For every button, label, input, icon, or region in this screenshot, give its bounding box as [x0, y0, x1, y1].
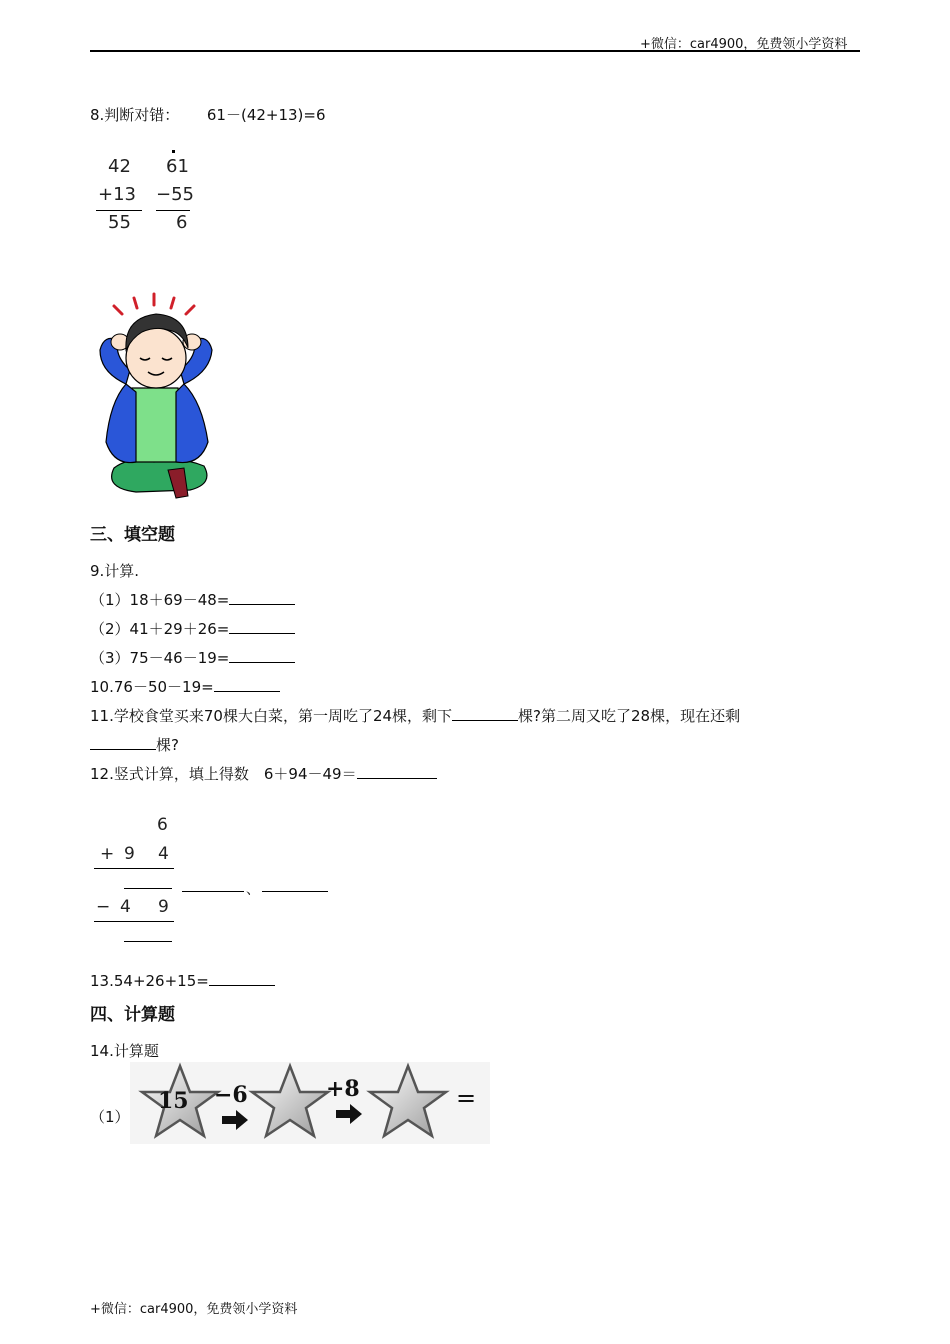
q13-text: 13.54+26+15= [90, 972, 209, 990]
q12-line [90, 763, 437, 784]
q8-v-rule-left [96, 210, 142, 211]
q9-item-1-answer-blank[interactable] [229, 590, 295, 605]
header-rule [90, 50, 860, 52]
q12-v-m4: 4 [120, 897, 131, 917]
q11-line-1 [90, 705, 740, 726]
q12-v-4: 4 [158, 844, 169, 864]
q12-v-9: 9 [124, 844, 135, 864]
q12-separator: 、 [246, 882, 260, 898]
page-footer-text: +微信：car4900，免费领小学资料 [90, 1302, 298, 1317]
q8-vertical-calc [100, 156, 200, 236]
q13-answer-blank[interactable] [209, 971, 275, 986]
q9-item-2-text: （2）41＋29＋26= [90, 620, 230, 638]
q11-text-1: 11.学校食堂买来70棵大白菜，第一周吃了24棵，剩下 [90, 707, 453, 725]
q11-text-3: 棵? [156, 736, 179, 754]
q12-v-minus: − [96, 897, 111, 917]
q8-expression: 61－(42+13)=6 [206, 106, 326, 124]
q12-v-plus: + [100, 844, 115, 864]
q12-v-6: 6 [157, 815, 168, 835]
q13-line [90, 971, 275, 990]
q9-item-1-text: （1）18＋69－48= [90, 591, 230, 609]
q9-item-2 [90, 618, 295, 639]
q12-inline-blank-2[interactable] [262, 877, 328, 892]
q11-text-2: 棵?第二周又吃了28棵，现在还剩 [518, 707, 741, 725]
star-chain-figure [130, 1062, 490, 1144]
q12-v-rule-2 [94, 921, 174, 922]
q8-label: 8.判断对错： [90, 106, 180, 124]
q8-v-plus13: +13 [98, 184, 136, 205]
q8-v-42: 42 [108, 156, 131, 177]
q9-item-3-text: （3）75－46－19= [90, 649, 230, 667]
section4-title: 四、计算题 [90, 1005, 175, 1025]
q8-v-6: 6 [176, 212, 188, 233]
q11-answer-blank-2[interactable] [90, 735, 156, 750]
q10-line [90, 676, 280, 697]
op-minus6: −6 [214, 1082, 248, 1108]
q12-text: 12.竖式计算，填上得数 6＋94－49＝ [90, 765, 357, 783]
q14-sub1-label: （1） [90, 1108, 130, 1126]
star-3-icon [370, 1066, 446, 1136]
q12-inline-blank-1[interactable] [182, 877, 244, 892]
q11-line-2 [90, 734, 179, 755]
q8-v-55: 55 [108, 212, 131, 233]
q12-v-answer-line-1[interactable] [124, 888, 172, 889]
q12-v-rule-1 [94, 868, 174, 869]
q8-line [90, 104, 326, 125]
q12-answer-blank[interactable] [357, 764, 437, 779]
q9-item-3 [90, 647, 295, 668]
arrow-1-icon [222, 1110, 248, 1130]
q9-item-1 [90, 589, 295, 610]
q8-v-rule-right [156, 210, 190, 211]
q12-vertical-calc [92, 815, 342, 945]
q9-item-2-answer-blank[interactable] [229, 619, 295, 634]
arrow-2-icon [336, 1104, 362, 1124]
q9-title: 9.计算. [90, 562, 140, 580]
q12-v-m9: 9 [158, 897, 169, 917]
star-2-icon [252, 1066, 328, 1136]
op-plus8: +8 [326, 1076, 360, 1102]
star-1-value: 15 [158, 1088, 189, 1114]
q10-answer-blank[interactable] [214, 677, 280, 692]
section3-title: 三、填空题 [90, 525, 175, 545]
q8-v-minus55: −55 [156, 184, 194, 205]
q12-v-answer-line-2[interactable] [124, 941, 172, 942]
thinking-boy-illustration [90, 292, 220, 504]
q10-text: 10.76－50－19= [90, 678, 214, 696]
q8-v-borrow-dot [172, 150, 175, 153]
q9-item-3-answer-blank[interactable] [229, 648, 295, 663]
page-header-text: +微信：car4900，免费领小学资料 [640, 37, 848, 52]
q11-answer-blank-1[interactable] [452, 706, 518, 721]
equals-sign: = [456, 1084, 477, 1112]
q14-title: 14.计算题 [90, 1042, 159, 1060]
q8-v-61: 61 [166, 156, 189, 177]
